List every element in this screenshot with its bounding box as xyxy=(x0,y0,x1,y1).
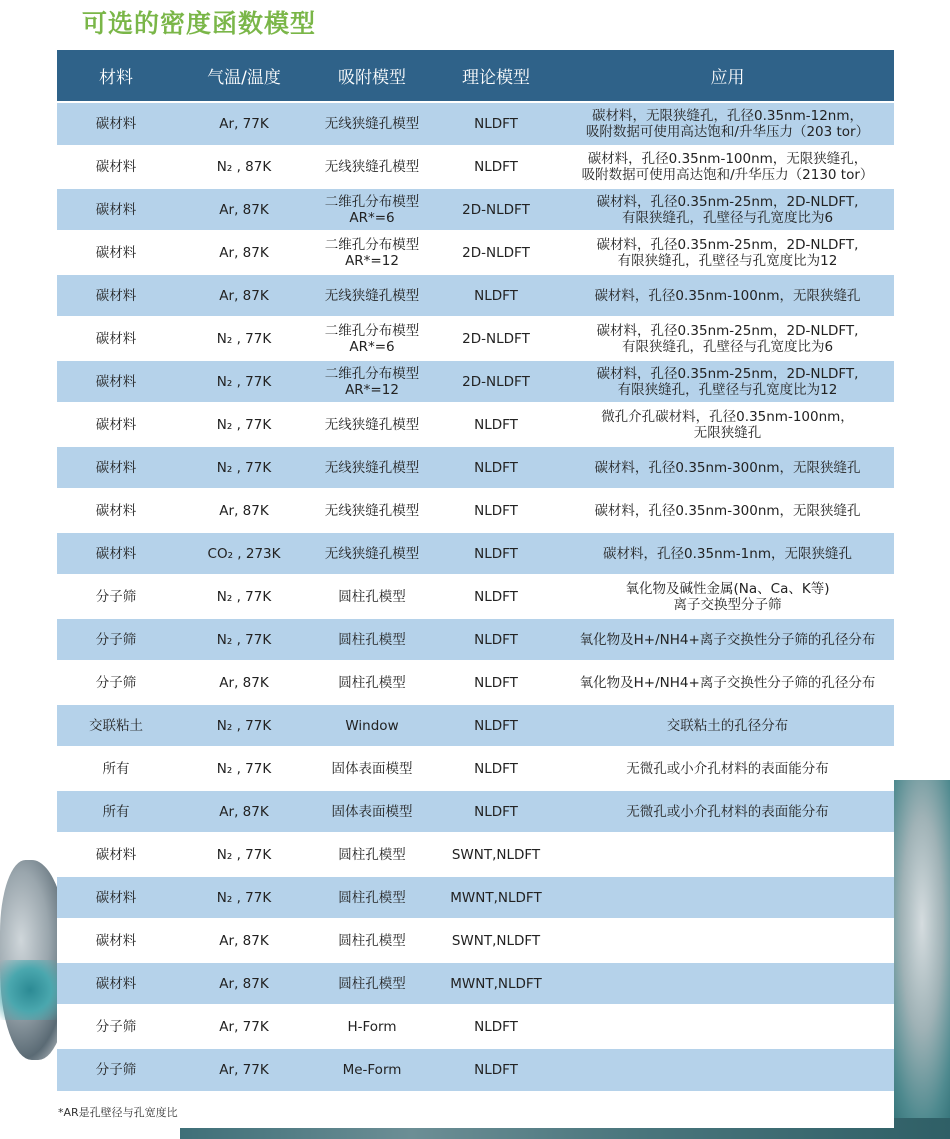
cell-adsorption-model: 圆柱孔模型 xyxy=(313,962,431,1005)
cell-theory-model: NLDFT xyxy=(431,274,561,317)
cell-theory-model: NLDFT xyxy=(431,146,561,188)
cell-gas-temperature: Ar, 77K xyxy=(175,102,313,146)
cell-application: 碳材料，孔径0.35nm-300nm，无限狭缝孔 xyxy=(561,446,894,489)
cell-application: 碳材料，孔径0.35nm-100nm，无限狭缝孔 xyxy=(561,274,894,317)
cell-application: 碳材料，无限狭缝孔，孔径0.35nm-12nm， 吸附数据可使用高达饱和/升华压力（203 tor） xyxy=(561,102,894,146)
table-row xyxy=(57,274,894,317)
table-row xyxy=(57,876,894,919)
cell-gas-temperature: N₂ , 77K xyxy=(175,575,313,618)
cell-theory-model: 2D-NLDFT xyxy=(431,188,561,231)
cell-material: 碳材料 xyxy=(57,360,175,403)
cell-application: 碳材料，孔径0.35nm-100nm，无限狭缝孔， 吸附数据可使用高达饱和/升华压力（2130 tor） xyxy=(561,146,894,188)
cell-gas-temperature: N₂ , 87K xyxy=(175,146,313,188)
header-application: 应用 xyxy=(561,50,894,102)
cell-material: 分子筛 xyxy=(57,661,175,704)
cell-theory-model: NLDFT xyxy=(431,747,561,790)
table-header-row xyxy=(57,50,894,102)
cell-gas-temperature: Ar, 87K xyxy=(175,661,313,704)
table-row xyxy=(57,833,894,876)
cell-adsorption-model: 固体表面模型 xyxy=(313,790,431,833)
table-row xyxy=(57,489,894,532)
cell-theory-model: MWNT,NLDFT xyxy=(431,876,561,919)
cell-theory-model: SWNT,NLDFT xyxy=(431,833,561,876)
page-title: 可选的密度函数模型 xyxy=(82,9,317,38)
decorative-rock-left-teal xyxy=(0,960,60,1020)
cell-theory-model: NLDFT xyxy=(431,446,561,489)
cell-material: 分子筛 xyxy=(57,1005,175,1048)
cell-adsorption-model: 二维孔分布模型 AR*=6 xyxy=(313,317,431,360)
cell-adsorption-model: 无线狭缝孔模型 xyxy=(313,489,431,532)
cell-theory-model: 2D-NLDFT xyxy=(431,360,561,403)
cell-gas-temperature: N₂ , 77K xyxy=(175,747,313,790)
cell-adsorption-model: 圆柱孔模型 xyxy=(313,919,431,962)
cell-application: 碳材料，孔径0.35nm-25nm，2D-NLDFT, 有限狭缝孔，孔壁径与孔宽度比为6 xyxy=(561,188,894,231)
cell-adsorption-model: 无线狭缝孔模型 xyxy=(313,403,431,446)
cell-material: 碳材料 xyxy=(57,188,175,231)
cell-adsorption-model: 圆柱孔模型 xyxy=(313,876,431,919)
cell-gas-temperature: Ar, 87K xyxy=(175,790,313,833)
cell-theory-model: 2D-NLDFT xyxy=(431,231,561,274)
cell-theory-model: 2D-NLDFT xyxy=(431,317,561,360)
cell-gas-temperature: N₂ , 77K xyxy=(175,833,313,876)
cell-application: 碳材料，孔径0.35nm-300nm，无限狭缝孔 xyxy=(561,489,894,532)
table-row xyxy=(57,661,894,704)
table-row xyxy=(57,317,894,360)
cell-gas-temperature: N₂ , 77K xyxy=(175,618,313,661)
table-body xyxy=(57,102,894,1091)
cell-adsorption-model: H-Form xyxy=(313,1005,431,1048)
cell-gas-temperature: N₂ , 77K xyxy=(175,876,313,919)
cell-gas-temperature: Ar, 87K xyxy=(175,962,313,1005)
cell-material: 碳材料 xyxy=(57,532,175,575)
cell-gas-temperature: Ar, 87K xyxy=(175,489,313,532)
cell-material: 分子筛 xyxy=(57,618,175,661)
cell-application: 氧化物及H+/NH4+离子交换性分子筛的孔径分布 xyxy=(561,661,894,704)
cell-theory-model: NLDFT xyxy=(431,575,561,618)
cell-material: 碳材料 xyxy=(57,403,175,446)
cell-material: 碳材料 xyxy=(57,833,175,876)
cell-application: 碳材料，孔径0.35nm-25nm，2D-NLDFT, 有限狭缝孔，孔壁径与孔宽度比为6 xyxy=(561,317,894,360)
cell-gas-temperature: N₂ , 77K xyxy=(175,704,313,747)
cell-adsorption-model: 无线狭缝孔模型 xyxy=(313,446,431,489)
cell-adsorption-model: 无线狭缝孔模型 xyxy=(313,146,431,188)
cell-gas-temperature: Ar, 77K xyxy=(175,1048,313,1091)
cell-material: 碳材料 xyxy=(57,231,175,274)
cell-theory-model: SWNT,NLDFT xyxy=(431,919,561,962)
cell-material: 碳材料 xyxy=(57,274,175,317)
cell-adsorption-model: 固体表面模型 xyxy=(313,747,431,790)
dft-models-table xyxy=(57,50,894,1091)
cell-gas-temperature: N₂ , 77K xyxy=(175,317,313,360)
table-row xyxy=(57,146,894,188)
cell-material: 碳材料 xyxy=(57,102,175,146)
table-row xyxy=(57,790,894,833)
cell-adsorption-model: 圆柱孔模型 xyxy=(313,575,431,618)
cell-adsorption-model: 圆柱孔模型 xyxy=(313,618,431,661)
cell-gas-temperature: CO₂ , 273K xyxy=(175,532,313,575)
table-row xyxy=(57,360,894,403)
cell-theory-model: NLDFT xyxy=(431,661,561,704)
cell-application: 碳材料，孔径0.35nm-25nm，2D-NLDFT, 有限狭缝孔，孔壁径与孔宽度比为12 xyxy=(561,231,894,274)
header-material: 材料 xyxy=(57,50,175,102)
cell-application: 氧化物及H+/NH4+离子交换性分子筛的孔径分布 xyxy=(561,618,894,661)
table-row xyxy=(57,231,894,274)
table-row xyxy=(57,188,894,231)
cell-adsorption-model: 无线狭缝孔模型 xyxy=(313,102,431,146)
cell-theory-model: NLDFT xyxy=(431,790,561,833)
cell-material: 碳材料 xyxy=(57,146,175,188)
cell-adsorption-model: 二维孔分布模型 AR*=12 xyxy=(313,231,431,274)
footnote: *AR是孔壁径与孔宽度比 xyxy=(58,1106,178,1119)
cell-gas-temperature: Ar, 87K xyxy=(175,231,313,274)
cell-application xyxy=(561,1005,894,1048)
cell-material: 碳材料 xyxy=(57,919,175,962)
cell-material: 所有 xyxy=(57,747,175,790)
table-row xyxy=(57,747,894,790)
cell-theory-model: NLDFT xyxy=(431,403,561,446)
table-row xyxy=(57,532,894,575)
cell-application: 碳材料，孔径0.35nm-25nm，2D-NLDFT, 有限狭缝孔，孔壁径与孔宽度比为12 xyxy=(561,360,894,403)
cell-application: 无微孔或小介孔材料的表面能分布 xyxy=(561,747,894,790)
cell-material: 碳材料 xyxy=(57,489,175,532)
cell-theory-model: NLDFT xyxy=(431,489,561,532)
table-row xyxy=(57,102,894,146)
cell-application xyxy=(561,962,894,1005)
cell-adsorption-model: 圆柱孔模型 xyxy=(313,661,431,704)
cell-material: 碳材料 xyxy=(57,876,175,919)
cell-application: 氧化物及碱性金属(Na、Ca、K等) 离子交换型分子筛 xyxy=(561,575,894,618)
table-row xyxy=(57,618,894,661)
table-row xyxy=(57,1005,894,1048)
cell-material: 分子筛 xyxy=(57,575,175,618)
cell-adsorption-model: 无线狭缝孔模型 xyxy=(313,274,431,317)
cell-application xyxy=(561,876,894,919)
cell-gas-temperature: N₂ , 77K xyxy=(175,446,313,489)
header-adsorption-model: 吸附模型 xyxy=(313,50,431,102)
cell-adsorption-model: 二维孔分布模型 AR*=6 xyxy=(313,188,431,231)
table-row xyxy=(57,446,894,489)
table-row xyxy=(57,1048,894,1091)
cell-material: 碳材料 xyxy=(57,317,175,360)
table-row xyxy=(57,403,894,446)
cell-theory-model: NLDFT xyxy=(431,1048,561,1091)
table-row xyxy=(57,704,894,747)
cell-material: 交联粘土 xyxy=(57,704,175,747)
cell-gas-temperature: Ar, 87K xyxy=(175,188,313,231)
cell-adsorption-model: Me-Form xyxy=(313,1048,431,1091)
cell-gas-temperature: N₂ , 77K xyxy=(175,403,313,446)
cell-gas-temperature: N₂ , 77K xyxy=(175,360,313,403)
cell-theory-model: NLDFT xyxy=(431,704,561,747)
cell-gas-temperature: Ar, 77K xyxy=(175,1005,313,1048)
cell-material: 碳材料 xyxy=(57,962,175,1005)
cell-application: 微孔介孔碳材料，孔径0.35nm-100nm， 无限狭缝孔 xyxy=(561,403,894,446)
cell-adsorption-model: 圆柱孔模型 xyxy=(313,833,431,876)
cell-adsorption-model: Window xyxy=(313,704,431,747)
table-row xyxy=(57,919,894,962)
cell-gas-temperature: Ar, 87K xyxy=(175,274,313,317)
cell-application: 交联粘土的孔径分布 xyxy=(561,704,894,747)
cell-adsorption-model: 无线狭缝孔模型 xyxy=(313,532,431,575)
cell-theory-model: NLDFT xyxy=(431,102,561,146)
table-row xyxy=(57,575,894,618)
cell-material: 分子筛 xyxy=(57,1048,175,1091)
cell-theory-model: NLDFT xyxy=(431,618,561,661)
cell-adsorption-model: 二维孔分布模型 AR*=12 xyxy=(313,360,431,403)
table-row xyxy=(57,962,894,1005)
header-theory-model: 理论模型 xyxy=(431,50,561,102)
cell-application: 无微孔或小介孔材料的表面能分布 xyxy=(561,790,894,833)
cell-application: 碳材料，孔径0.35nm-1nm，无限狭缝孔 xyxy=(561,532,894,575)
cell-material: 碳材料 xyxy=(57,446,175,489)
cell-application xyxy=(561,833,894,876)
cell-theory-model: NLDFT xyxy=(431,1005,561,1048)
cell-application xyxy=(561,1048,894,1091)
cell-application xyxy=(561,919,894,962)
cell-gas-temperature: Ar, 87K xyxy=(175,919,313,962)
header-gas-temperature: 气温/温度 xyxy=(175,50,313,102)
cell-theory-model: NLDFT xyxy=(431,532,561,575)
cell-theory-model: MWNT,NLDFT xyxy=(431,962,561,1005)
cell-material: 所有 xyxy=(57,790,175,833)
